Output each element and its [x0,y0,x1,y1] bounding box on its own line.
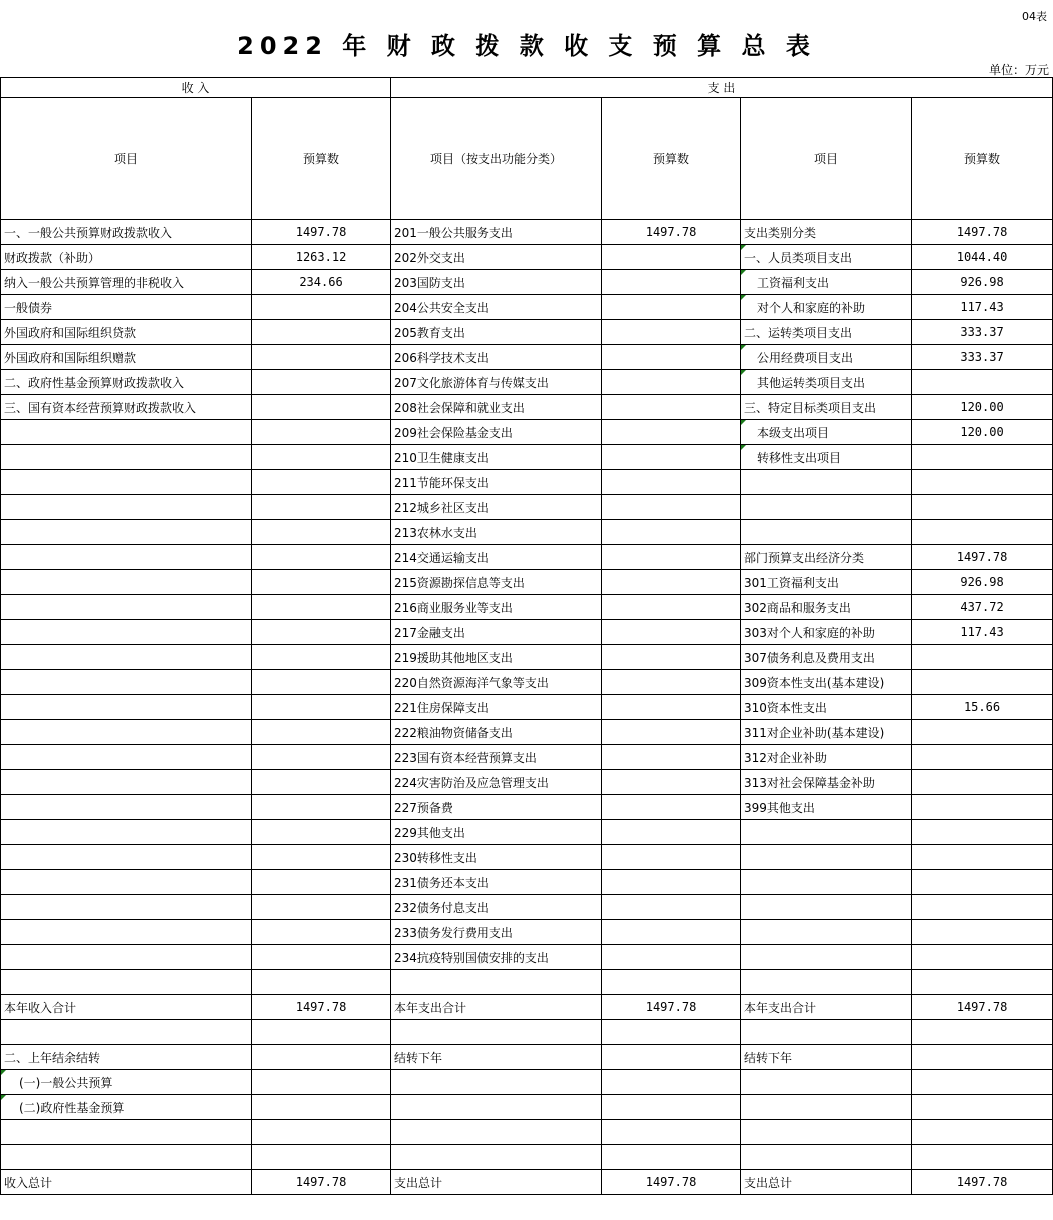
function-amount-cell [602,295,741,320]
income-amount-cell [252,620,391,645]
table-row [1,345,1053,370]
column-header-row [1,98,1053,220]
table-row [1,770,1053,795]
category-item-cell [741,820,912,845]
income-amount-cell [252,720,391,745]
income-item-cell [1,720,252,745]
function-amount-cell [602,245,741,270]
table-row [1,445,1053,470]
income-amount-cell [252,470,391,495]
category-item-cell: 转移性支出项目 [741,445,912,470]
function-amount-cell [602,370,741,395]
income-item-cell [1,795,252,820]
function-item-cell [391,1020,602,1045]
function-amount-cell [602,745,741,770]
function-item-cell: 210卫生健康支出 [391,445,602,470]
category-item-cell: 307债务利息及费用支出 [741,645,912,670]
income-amount-cell [252,845,391,870]
category-item-cell: 工资福利支出 [741,270,912,295]
function-item-cell: 207文化旅游体育与传媒支出 [391,370,602,395]
income-item-cell [1,670,252,695]
income-item-cell [1,1145,252,1170]
table-row [1,645,1053,670]
table-number-tag: 04表 [1022,10,1047,23]
category-item-cell [741,520,912,545]
column-header: 预算数 [912,98,1053,220]
income-amount-cell [252,895,391,920]
category-item-cell [741,845,912,870]
category-amount-cell [912,470,1053,495]
income-item-cell: 三、国有资本经营预算财政拨款收入 [1,395,252,420]
table-row [1,295,1053,320]
income-item-cell: 一般债券 [1,295,252,320]
income-amount-cell [252,345,391,370]
function-amount-cell [602,1145,741,1170]
table-row [1,245,1053,270]
table-row [1,495,1053,520]
income-amount-cell [252,695,391,720]
function-item-cell: 217金融支出 [391,620,602,645]
income-item-cell: 外国政府和国际组织赠款 [1,345,252,370]
function-item-cell: 支出总计 [391,1170,602,1195]
category-amount-cell [912,770,1053,795]
function-item-cell: 结转下年 [391,1045,602,1070]
category-item-cell [741,970,912,995]
income-amount-cell [252,420,391,445]
table-row [1,870,1053,895]
income-amount-cell [252,370,391,395]
category-amount-cell: 926.98 [912,270,1053,295]
function-item-cell: 215资源勘探信息等支出 [391,570,602,595]
function-item-cell: 206科学技术支出 [391,345,602,370]
function-item-cell: 本年支出合计 [391,995,602,1020]
income-amount-cell [252,495,391,520]
income-amount-cell: 1497.78 [252,220,391,245]
income-amount-cell [252,545,391,570]
category-amount-cell: 1497.78 [912,995,1053,1020]
income-amount-cell: 1263.12 [252,245,391,270]
income-amount-cell [252,445,391,470]
income-item-cell [1,645,252,670]
function-amount-cell [602,795,741,820]
function-item-cell: 204公共安全支出 [391,295,602,320]
income-amount-cell [252,745,391,770]
category-amount-cell: 120.00 [912,395,1053,420]
function-amount-cell [602,395,741,420]
category-item-cell: 二、运转类项目支出 [741,320,912,345]
income-amount-cell [252,645,391,670]
function-item-cell: 232债务付息支出 [391,895,602,920]
function-amount-cell [602,820,741,845]
function-amount-cell [602,445,741,470]
income-item-cell [1,745,252,770]
table-row [1,1020,1053,1045]
function-amount-cell [602,320,741,345]
function-item-cell: 205教育支出 [391,320,602,345]
function-item-cell: 201一般公共服务支出 [391,220,602,245]
category-amount-cell: 1497.78 [912,545,1053,570]
income-amount-cell [252,770,391,795]
income-amount-cell [252,1145,391,1170]
function-amount-cell [602,695,741,720]
income-amount-cell: 1497.78 [252,995,391,1020]
table-row [1,1070,1053,1095]
income-amount-cell [252,795,391,820]
function-item-cell: 219援助其他地区支出 [391,645,602,670]
table-row [1,745,1053,770]
category-amount-cell [912,445,1053,470]
table-row [1,720,1053,745]
income-item-cell [1,1120,252,1145]
category-item-cell: 302商品和服务支出 [741,595,912,620]
category-amount-cell [912,920,1053,945]
category-amount-cell [912,895,1053,920]
income-amount-cell [252,595,391,620]
income-item-cell [1,445,252,470]
category-amount-cell [912,720,1053,745]
category-item-cell [741,920,912,945]
table-row [1,795,1053,820]
table-row [1,820,1053,845]
income-item-cell [1,970,252,995]
category-amount-cell [912,1120,1053,1145]
function-item-cell: 220自然资源海洋气象等支出 [391,670,602,695]
income-item-cell: 本年收入合计 [1,995,252,1020]
function-amount-cell [602,470,741,495]
income-item-cell: 财政拨款（补助） [1,245,252,270]
function-item-cell [391,1070,602,1095]
income-item-cell: (一)一般公共预算 [1,1070,252,1095]
category-item-cell: 309资本性支出(基本建设) [741,670,912,695]
function-item-cell: 212城乡社区支出 [391,495,602,520]
table-row [1,1170,1053,1195]
category-amount-cell [912,795,1053,820]
category-amount-cell [912,1045,1053,1070]
category-amount-cell [912,520,1053,545]
category-item-cell: 部门预算支出经济分类 [741,545,912,570]
category-amount-cell [912,370,1053,395]
function-item-cell: 211节能环保支出 [391,470,602,495]
category-amount-cell [912,1070,1053,1095]
category-amount-cell: 333.37 [912,345,1053,370]
function-amount-cell [602,920,741,945]
income-amount-cell [252,1120,391,1145]
income-amount-cell [252,945,391,970]
table-row [1,970,1053,995]
function-amount-cell [602,570,741,595]
category-amount-cell: 333.37 [912,320,1053,345]
category-item-cell: 311对企业补助(基本建设) [741,720,912,745]
income-item-cell: (二)政府性基金预算 [1,1095,252,1120]
category-amount-cell: 117.43 [912,620,1053,645]
column-header: 项目（按支出功能分类） [391,98,602,220]
category-amount-cell: 15.66 [912,695,1053,720]
function-item-cell: 231债务还本支出 [391,870,602,895]
category-item-cell: 支出总计 [741,1170,912,1195]
income-item-cell [1,820,252,845]
income-item-cell [1,495,252,520]
category-item-cell: 结转下年 [741,1045,912,1070]
category-amount-cell: 926.98 [912,570,1053,595]
function-item-cell: 233债务发行费用支出 [391,920,602,945]
category-amount-cell [912,820,1053,845]
function-amount-cell [602,670,741,695]
income-amount-cell: 1497.78 [252,1170,391,1195]
function-amount-cell [602,345,741,370]
category-item-cell [741,1145,912,1170]
function-amount-cell: 1497.78 [602,995,741,1020]
income-item-cell: 二、上年结余结转 [1,1045,252,1070]
function-amount-cell [602,645,741,670]
function-item-cell: 223国有资本经营预算支出 [391,745,602,770]
function-amount-cell: 1497.78 [602,220,741,245]
category-item-cell [741,1120,912,1145]
category-item-cell: 支出类别分类 [741,220,912,245]
category-amount-cell [912,845,1053,870]
category-amount-cell [912,495,1053,520]
unit-label: 单位：万元 [988,63,1049,77]
income-amount-cell [252,970,391,995]
category-amount-cell: 1497.78 [912,1170,1053,1195]
category-item-cell: 本年支出合计 [741,995,912,1020]
function-item-cell: 213农林水支出 [391,520,602,545]
income-item-cell [1,620,252,645]
income-item-cell [1,595,252,620]
category-amount-cell [912,1020,1053,1045]
income-section-header: 收 入 [1,78,391,98]
section-header-row [1,78,1053,98]
function-item-cell: 209社会保险基金支出 [391,420,602,445]
table-row [1,995,1053,1020]
category-item-cell [741,945,912,970]
category-item-cell: 三、特定目标类项目支出 [741,395,912,420]
function-amount-cell [602,520,741,545]
function-item-cell: 216商业服务业等支出 [391,595,602,620]
table-row [1,670,1053,695]
income-item-cell: 二、政府性基金预算财政拨款收入 [1,370,252,395]
function-item-cell: 203国防支出 [391,270,602,295]
table-row [1,945,1053,970]
category-amount-cell: 120.00 [912,420,1053,445]
function-amount-cell [602,895,741,920]
table-row [1,1145,1053,1170]
table-row [1,895,1053,920]
category-item-cell [741,870,912,895]
income-item-cell [1,895,252,920]
function-amount-cell [602,845,741,870]
income-item-cell [1,695,252,720]
income-amount-cell [252,1095,391,1120]
table-row [1,620,1053,645]
function-amount-cell [602,970,741,995]
income-amount-cell [252,670,391,695]
category-amount-cell [912,1145,1053,1170]
income-item-cell [1,870,252,895]
function-amount-cell [602,420,741,445]
function-amount-cell [602,770,741,795]
function-amount-cell [602,620,741,645]
function-amount-cell [602,595,741,620]
income-amount-cell [252,570,391,595]
income-item-cell [1,520,252,545]
function-item-cell [391,1145,602,1170]
category-amount-cell: 117.43 [912,295,1053,320]
category-item-cell: 其他运转类项目支出 [741,370,912,395]
function-amount-cell [602,1070,741,1095]
table-row [1,595,1053,620]
income-item-cell: 纳入一般公共预算管理的非税收入 [1,270,252,295]
function-item-cell: 208社会保障和就业支出 [391,395,602,420]
category-amount-cell [912,1095,1053,1120]
table-row [1,845,1053,870]
category-amount-cell: 1497.78 [912,220,1053,245]
table-row [1,370,1053,395]
category-amount-cell [912,970,1053,995]
category-item-cell [741,470,912,495]
category-amount-cell [912,745,1053,770]
category-item-cell [741,895,912,920]
income-item-cell [1,570,252,595]
budget-table [0,77,1053,1195]
function-amount-cell [602,720,741,745]
column-header: 预算数 [602,98,741,220]
function-amount-cell [602,870,741,895]
table-row [1,1095,1053,1120]
category-item-cell: 本级支出项目 [741,420,912,445]
function-item-cell: 234抗疫特别国债安排的支出 [391,945,602,970]
category-item-cell: 312对企业补助 [741,745,912,770]
table-row [1,395,1053,420]
income-amount-cell [252,820,391,845]
function-amount-cell [602,945,741,970]
page-title: 2022 年 财 政 拨 款 收 支 预 算 总 表 [237,32,816,60]
income-item-cell [1,420,252,445]
category-item-cell: 313对社会保障基金补助 [741,770,912,795]
table-row [1,920,1053,945]
category-item-cell: 303对个人和家庭的补助 [741,620,912,645]
function-item-cell: 202外交支出 [391,245,602,270]
income-item-cell: 收入总计 [1,1170,252,1195]
table-row [1,570,1053,595]
function-amount-cell [602,495,741,520]
function-item-cell: 229其他支出 [391,820,602,845]
function-amount-cell [602,1020,741,1045]
function-item-cell: 214交通运输支出 [391,545,602,570]
column-header: 项目 [1,98,252,220]
column-header: 项目 [741,98,912,220]
income-item-cell [1,845,252,870]
function-item-cell: 227预备费 [391,795,602,820]
table-body [1,220,1053,1195]
function-item-cell: 221住房保障支出 [391,695,602,720]
category-item-cell [741,1070,912,1095]
category-item-cell [741,1095,912,1120]
table-row [1,270,1053,295]
table-row [1,545,1053,570]
category-amount-cell: 1044.40 [912,245,1053,270]
function-amount-cell [602,545,741,570]
income-amount-cell [252,1045,391,1070]
income-item-cell [1,470,252,495]
income-item-cell: 一、一般公共预算财政拨款收入 [1,220,252,245]
income-amount-cell [252,1070,391,1095]
category-item-cell: 公用经费项目支出 [741,345,912,370]
table-row [1,1045,1053,1070]
category-amount-cell [912,670,1053,695]
income-amount-cell [252,295,391,320]
income-amount-cell [252,520,391,545]
income-amount-cell [252,1020,391,1045]
category-item-cell: 对个人和家庭的补助 [741,295,912,320]
income-amount-cell: 234.66 [252,270,391,295]
column-header: 预算数 [252,98,391,220]
income-item-cell [1,945,252,970]
category-amount-cell [912,645,1053,670]
function-item-cell: 222粮油物资储备支出 [391,720,602,745]
function-item-cell: 224灾害防治及应急管理支出 [391,770,602,795]
table-row [1,420,1053,445]
category-item-cell: 310资本性支出 [741,695,912,720]
function-item-cell [391,1095,602,1120]
function-amount-cell [602,1120,741,1145]
table-row [1,695,1053,720]
table-row [1,470,1053,495]
category-amount-cell: 437.72 [912,595,1053,620]
category-item-cell: 399其他支出 [741,795,912,820]
function-item-cell: 230转移性支出 [391,845,602,870]
function-item-cell [391,1120,602,1145]
income-item-cell [1,545,252,570]
income-amount-cell [252,395,391,420]
income-item-cell [1,770,252,795]
table-row [1,220,1053,245]
table-row [1,520,1053,545]
function-amount-cell [602,270,741,295]
income-amount-cell [252,320,391,345]
category-amount-cell [912,945,1053,970]
income-item-cell [1,1020,252,1045]
category-item-cell: 一、人员类项目支出 [741,245,912,270]
function-amount-cell [602,1095,741,1120]
function-amount-cell: 1497.78 [602,1170,741,1195]
income-item-cell [1,920,252,945]
income-amount-cell [252,920,391,945]
category-item-cell [741,1020,912,1045]
function-amount-cell [602,1045,741,1070]
income-amount-cell [252,870,391,895]
income-item-cell: 外国政府和国际组织贷款 [1,320,252,345]
function-item-cell [391,970,602,995]
category-item-cell: 301工资福利支出 [741,570,912,595]
table-row [1,1120,1053,1145]
category-item-cell [741,495,912,520]
category-amount-cell [912,870,1053,895]
table-row [1,320,1053,345]
expense-section-header: 支 出 [391,78,1053,98]
